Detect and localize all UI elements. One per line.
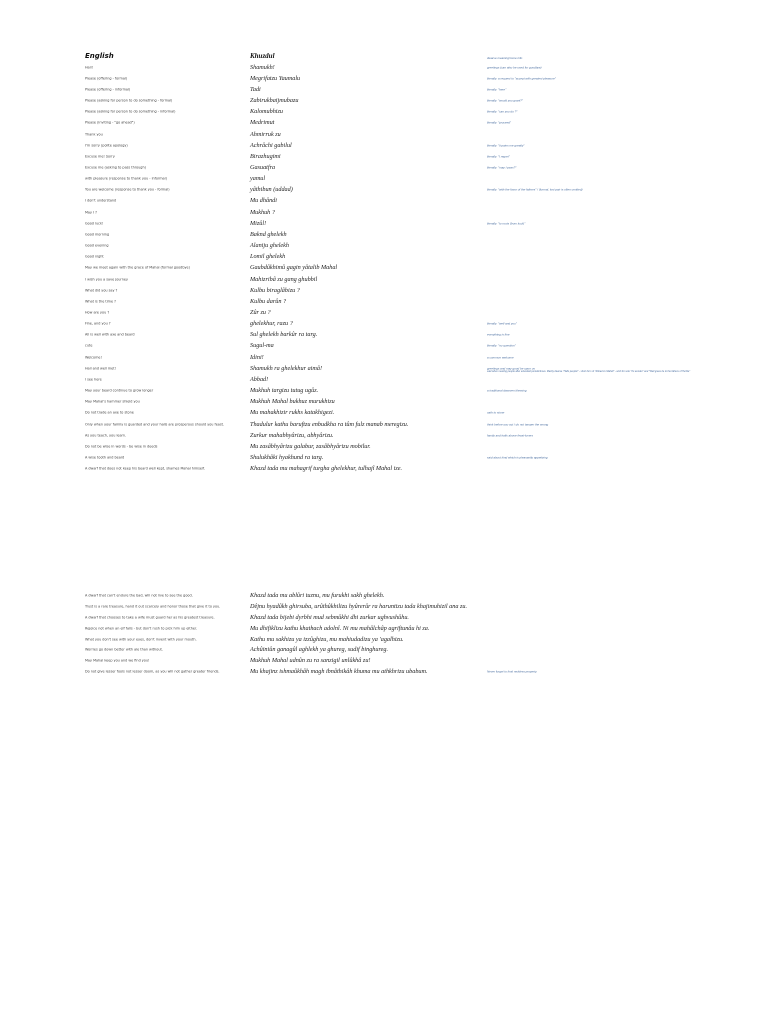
phrase-note: literally: "it pains me greatly"	[487, 143, 525, 148]
khuzdul-phrase: Kalomubhizu	[250, 108, 284, 116]
khuzdul-phrase: Mu mahakhizir rukhs katakhigezi.	[250, 409, 335, 417]
khuzdul-phrase: Alaniju ghelekh	[250, 241, 290, 249]
phrase-row	[0, 363, 768, 374]
khuzdul-phrase: Achûiniûn ganagûl aghlekh ya ghureg, sudif binghureg.	[250, 646, 389, 654]
english-phrase: What is the time ?	[85, 299, 116, 304]
english-phrase: Hail and well met!	[85, 366, 116, 371]
phrase-row	[0, 602, 768, 613]
phrase-note: a traditional dwarven blessing	[487, 388, 527, 393]
english-phrase: You are welcome (response to thank you - formal)	[85, 187, 170, 192]
phrase-row	[0, 218, 768, 229]
english-phrase: Good night	[85, 254, 104, 259]
english-phrase: Rejoice not when an elf falls - but don't rush to pick him up either.	[85, 626, 198, 631]
phrase-row	[0, 374, 768, 385]
phrase-note: everything is fine	[487, 332, 510, 337]
phrase-row	[0, 252, 768, 263]
phrase-row	[0, 118, 768, 129]
khuzdul-phrase: Khazd tada mu ablûri tuznu, mu furukhi sakh ghelekh.	[250, 592, 385, 600]
khuzdul-phrase: Mahizribâ zu gang ghubbil	[250, 275, 318, 283]
english-phrase: Do not trade an axe to stone	[85, 410, 134, 415]
phrase-row	[0, 196, 768, 207]
column-header-english: English	[85, 52, 114, 60]
english-phrase: All is well with axe and beard	[85, 332, 135, 337]
english-phrase: Please (offering - informal)	[85, 87, 131, 92]
phrase-row	[0, 319, 768, 330]
phrase-row	[0, 307, 768, 318]
english-phrase: Good morning	[85, 232, 110, 237]
khuzdul-phrase: Ahmirruk zu	[250, 130, 281, 138]
english-phrase: I don't understand	[85, 198, 117, 203]
english-phrase: Do not be wise in words - be wise in deeds	[85, 444, 158, 449]
phrase-row	[0, 591, 768, 602]
english-phrase: Worries go down better with ale than without.	[85, 647, 163, 652]
english-phrase: Please (asking for person to do something - informal)	[85, 109, 176, 114]
phrase-row	[0, 613, 768, 624]
khuzdul-phrase: Mukhuh targizu tutug ugûz.	[250, 387, 319, 395]
phrase-row	[0, 285, 768, 296]
english-phrase: Excuse me! Sorry	[85, 154, 115, 159]
english-phrase: I'm sorry (polite apology)	[85, 142, 128, 147]
khuzdul-phrase: Idini!	[250, 353, 264, 361]
phrase-note: greetings (can also be used for goodbye)	[487, 65, 542, 70]
khuzdul-phrase: Sul ghelekh barkûr ra targ.	[250, 331, 318, 339]
english-phrase: Fine, and you ?	[85, 321, 111, 326]
english-phrase: May your beard continue to grow longer	[85, 388, 154, 393]
phrase-row	[0, 634, 768, 645]
phrase-note: literally: "well and you"	[487, 321, 517, 326]
khuzdul-phrase: Kathu mu sakhizu ya izzûghizu, mu mahiudadizu ya 'agalhizu.	[250, 635, 404, 643]
phrase-list-top	[0, 62, 768, 475]
phrase-row	[0, 352, 768, 363]
khuzdul-phrase: Thadulur kathu baruftzu enbudkha ra tûm fulz manab meregizu.	[250, 420, 409, 428]
khuzdul-phrase: Zabirukbaijmubazu	[250, 96, 299, 104]
khuzdul-phrase: Mizûl!	[250, 219, 267, 227]
english-phrase: cute	[85, 343, 93, 348]
phrase-note: literally: "would you grant?"	[487, 98, 523, 103]
english-phrase: Good evening	[85, 243, 109, 248]
english-phrase: A wise tooth and beard	[85, 455, 125, 460]
khuzdul-phrase: Mu dhândi	[250, 197, 277, 205]
phrase-row	[0, 296, 768, 307]
phrase-row	[0, 419, 768, 430]
khuzdul-phrase: Khazd tada bijebi dyrbhi mud sebmûkhi dhi zurkar ughvushûhu.	[250, 613, 409, 621]
khuzdul-phrase: Khazd tada mu mahagrif turgha ghelekhur, tulhajî Mahal ize.	[250, 465, 403, 473]
khuzdul-phrase: Mu zasâbhyârizu galabur, zasâbhyârizu mobilur.	[250, 442, 371, 450]
english-phrase: A dwarf that does not keep his beard well kept, shames Mahal himself.	[85, 466, 205, 471]
khuzdul-phrase: Shamukh ra ghelekhur aimâ!	[250, 364, 323, 372]
english-phrase: Excuse me (asking to pass through)	[85, 165, 146, 170]
khuzdul-phrase: Shamukh!	[250, 63, 275, 71]
english-phrase: Do not give lesser fools not lesser doom, as you will not gather greater friends.	[85, 669, 220, 674]
phrase-row	[0, 464, 768, 475]
phrase-row	[0, 62, 768, 73]
english-phrase: May Mahal keep you and we find you!	[85, 658, 150, 663]
khuzdul-phrase: Achrâchi gabilul	[250, 141, 292, 149]
khuzdul-phrase: Mu khajinz ishmaûkhâh magh ibnâthikâh khuma mu athkhrizu ubabum.	[250, 667, 428, 675]
khuzdul-phrase: Birazhugimi	[250, 152, 281, 160]
phrase-row	[0, 430, 768, 441]
phrase-note: said about kind which is pleasantly appetizing	[487, 455, 548, 460]
english-phrase: Hail!	[85, 64, 93, 69]
english-phrase: Thank you	[85, 131, 103, 136]
phrase-note: Never forget to limit reckless property.	[487, 669, 538, 674]
phrase-row	[0, 397, 768, 408]
khuzdul-phrase: Kulbu darûn ?	[250, 297, 287, 305]
phrase-list-bottom	[0, 591, 768, 677]
phrase-note: literally: "no question"	[487, 343, 516, 348]
phrase-note: literally: "can you do ?"	[487, 109, 518, 114]
phrase-row	[0, 129, 768, 140]
english-phrase: Please (inviting - "go ahead")	[85, 120, 135, 125]
phrase-note: literally: "I regret"	[487, 154, 510, 159]
english-phrase: Good luck!	[85, 221, 104, 226]
phrase-row	[0, 185, 768, 196]
column-header-khuzdul: Khuzdul	[250, 52, 275, 60]
phrase-row	[0, 107, 768, 118]
english-phrase: What you don't see with your eyes, don't invent with your mouth.	[85, 636, 197, 641]
phrase-row	[0, 263, 768, 274]
khuzdul-phrase: yâthibun (uddad)	[250, 186, 293, 194]
phrase-row	[0, 330, 768, 341]
phrase-row	[0, 623, 768, 634]
phrase-note: family and halls above feast-lovers	[487, 433, 534, 438]
phrase-row	[0, 73, 768, 84]
khuzdul-phrase: Medrimut	[250, 119, 275, 127]
phrase-note: literally: "with the favor of the fathers" / (formal, lost pair is often omitted)	[487, 187, 583, 192]
phrase-row	[0, 140, 768, 151]
phrase-note: literally: "to roots (from luck)"	[487, 221, 526, 226]
english-phrase: with pleasure (response to thank you - informal)	[85, 176, 167, 181]
khuzdul-phrase: Zûr zu ?	[250, 308, 271, 316]
khuzdul-phrase: Dêjnu hyadûkh ghirsuba, urûthûkhilizu hyûrerûr ra haruntizu tada khajimuhizil ana zu.	[250, 603, 468, 611]
phrase-row	[0, 408, 768, 419]
phrase-row	[0, 229, 768, 240]
phrase-note: oath to stone	[487, 410, 505, 415]
column-header-notes: dwarve meaning/more info	[487, 56, 523, 60]
khuzdul-phrase: Shulukhâki hyakhund ra targ.	[250, 453, 324, 461]
khuzdul-phrase: Lomil ghelekh	[250, 253, 286, 261]
khuzdul-phrase: Mukhuh Mahal bukhuz murukhizu	[250, 398, 335, 406]
phrase-row	[0, 667, 768, 678]
khuzdul-phrase: yamul	[250, 175, 266, 183]
phrase-row	[0, 452, 768, 463]
english-phrase: May we meet again with the grace of Mahal (formal goodbye)	[85, 265, 190, 270]
phrase-row	[0, 151, 768, 162]
english-phrase: I see here	[85, 377, 102, 382]
english-phrase: I wish you a save journey	[85, 276, 129, 281]
english-phrase: A dwarf that chooses to take a wife must guard her as his greatest treasure.	[85, 615, 215, 620]
english-phrase: May I ?	[85, 209, 97, 214]
english-phrase: What did you say ?	[85, 288, 118, 292]
english-phrase: Trust is a rare treasure, hand it out scarcely and honor those that give it to you.	[85, 604, 221, 609]
phrase-note: literally: "proceed"	[487, 120, 511, 125]
khuzdul-phrase: Megrifatzu Yaumalu	[250, 74, 301, 82]
phrase-note: literally: a request to "accept with greatest pleasure"	[487, 76, 556, 81]
khuzdul-phrase: Mukhuh ?	[250, 208, 275, 216]
english-phrase: May Mahal's hammer shield you	[85, 399, 140, 404]
english-phrase: Please (asking for person to do something - formal)	[85, 98, 173, 103]
english-phrase: How are you ?	[85, 310, 110, 315]
phrase-row	[0, 274, 768, 285]
phrase-row	[0, 207, 768, 218]
khuzdul-phrase: Tadi	[250, 85, 261, 93]
khuzdul-phrase: Kulbu biraglâbizu ?	[250, 286, 300, 294]
khuzdul-phrase: Abbad!	[250, 375, 269, 383]
english-phrase: Please (offering - formal)	[85, 76, 128, 81]
khuzdul-phrase: Mu dhifiklizu kathu khathach adolnî. Ni mu mahâlchâp agriftunâu hi za.	[250, 624, 430, 632]
phrase-row	[0, 84, 768, 95]
english-phrase: Welcome!	[85, 354, 102, 359]
phrase-row	[0, 386, 768, 397]
phrase-row	[0, 441, 768, 452]
phrase-row	[0, 162, 768, 173]
phrase-row	[0, 95, 768, 106]
khuzdul-phrase: Baknd ghelekh	[250, 230, 287, 238]
khuzdul-phrase: Mukhuh Mahal udnûn zu ra sanzigil unlûkhâ zu!	[250, 657, 371, 665]
phrase-row	[0, 174, 768, 185]
english-phrase: Only when your family is guarded and your halls are prosperous should you feast.	[85, 421, 225, 426]
khuzdul-phrase: Sugul-ma	[250, 342, 274, 350]
khuzdul-phrase: Zurkur mahabhyârizu, abhyârizu.	[250, 431, 334, 439]
phrase-row	[0, 645, 768, 656]
phrase-row	[0, 341, 768, 352]
phrase-row	[0, 241, 768, 252]
khuzdul-phrase: Gaubdûkhimû gagin yâtalib Mahal	[250, 264, 338, 272]
phrase-note: literally: "may I pass?"	[487, 165, 517, 170]
phrase-note: think before you act / do not tamper the wrong	[487, 422, 549, 427]
english-phrase: As you teach, you learn.	[85, 433, 127, 438]
phrase-note: literally: "here"	[487, 87, 507, 92]
phrase-note: greetings and may good be upon us	[487, 366, 535, 371]
phrase-note-extra: said when meeting people after extended periods/times. Mainly dwarve "Hallo people!" - short form of "Abbad zu Mahal!" - wish for sole "it's wonder" and "Well grace be to the fathers of Hurble"	[487, 370, 691, 374]
phrase-row	[0, 656, 768, 667]
english-phrase: A dwarf that can't endure the bad, will not live to see the good.	[85, 593, 193, 598]
khuzdul-phrase: Gasuatfra	[250, 163, 276, 171]
phrase-note: a common welcome	[487, 355, 514, 360]
khuzdul-phrase: ghelekhur, razu ?	[250, 320, 293, 328]
